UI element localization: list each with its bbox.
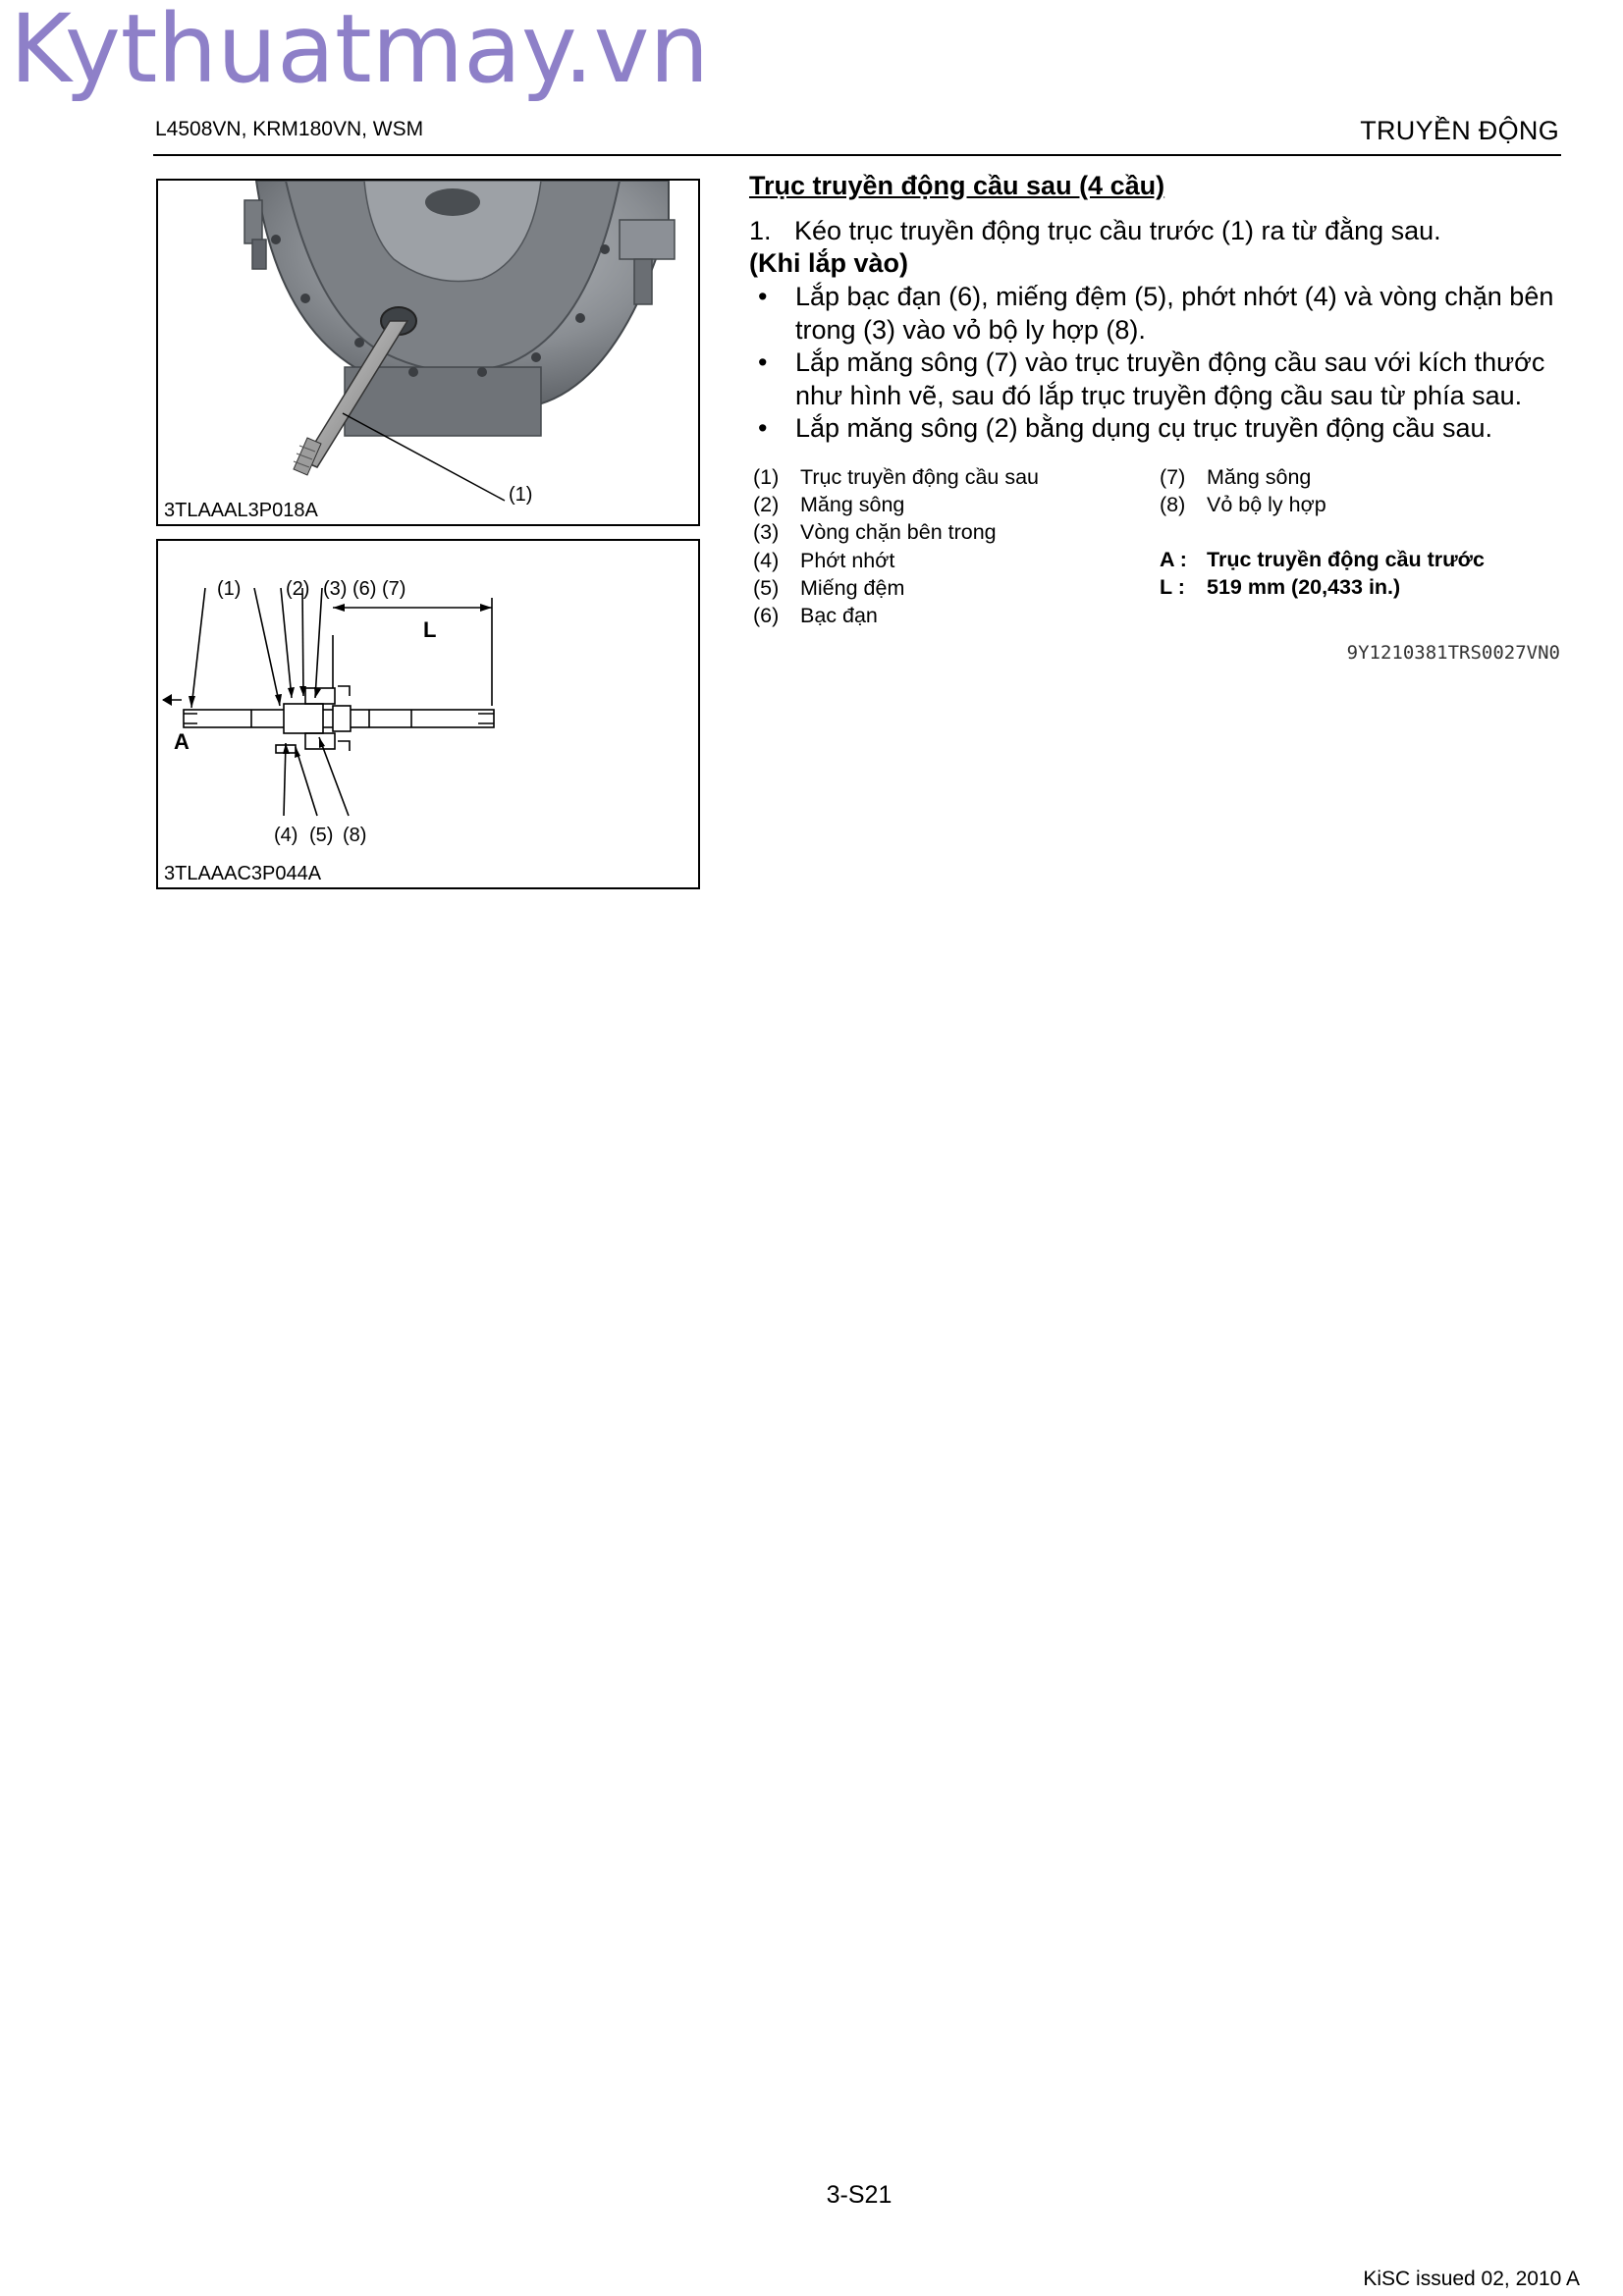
diagram-callout-1: (1) (217, 578, 242, 600)
legend-number: (4) (753, 548, 780, 572)
legend-number: (7) (1160, 465, 1186, 489)
bullet-item (758, 347, 1573, 412)
page-number: 3-S21 (826, 2181, 893, 2209)
bullet-text: Lắp măng sông (7) vào trục truyền động cầu sau với kích thước như hình vẽ, sau đó lắp trục truyền động cầu sau từ phía sau. (795, 347, 1545, 410)
legend-number: (8) (1160, 493, 1186, 517)
bullet-item (758, 281, 1573, 347)
legend-item (1160, 546, 1485, 573)
legend-item (753, 491, 1039, 518)
install-subheading: (Khi lắp vào) (749, 248, 909, 278)
legend-left (753, 463, 1039, 629)
legend-text: Trục truyền động cầu trước (1207, 548, 1485, 571)
reference-code: 9Y1210381TRS0027VN0 (1346, 642, 1560, 664)
legend-item (753, 463, 1039, 491)
photo-callout-1: (1) (509, 484, 533, 506)
legend-number: (2) (753, 493, 780, 517)
section-title: Trục truyền động cầu sau (4 cầu) (749, 171, 1165, 200)
dimension-label-l: L (423, 617, 437, 642)
diagram-callout-8: (8) (343, 825, 367, 846)
photo-figure (156, 179, 700, 526)
arrow-label-a: A (174, 729, 189, 754)
legend-text: Măng sông (800, 493, 905, 517)
legend-text: Phớt nhớt (800, 548, 895, 572)
shaft-diagram-figure (156, 539, 700, 889)
bullet-item (758, 412, 1573, 446)
photo-figure-code: 3TLAAAL3P018A (164, 500, 318, 521)
header-chapter: TRUYỀN ĐỘNG (1360, 116, 1559, 145)
legend-number: L : (1160, 575, 1185, 600)
legend-text: Bạc đạn (800, 604, 878, 628)
diagram-callout-2: (2) (286, 578, 310, 600)
diagram-callout-4: (4) (274, 825, 298, 846)
legend-item (1160, 463, 1326, 491)
bullet-text: Lắp bạc đạn (6), miếng đệm (5), phớt nhớt (4) và vòng chặn bên trong (3) vào vỏ bộ ly hợp (8). (795, 282, 1554, 345)
legend-text: 519 mm (20,433 in.) (1207, 575, 1401, 600)
legend-text: Măng sông (1207, 465, 1312, 489)
legend-dimensions (1160, 546, 1485, 601)
legend-text: Miếng đệm (800, 575, 905, 600)
bullet-marker: • (758, 347, 768, 377)
header-models: L4508VN, KRM180VN, WSM (155, 118, 424, 140)
legend-item (753, 574, 1039, 602)
site-watermark: Kythuatmay.vn (10, 0, 710, 104)
legend-item (753, 602, 1039, 629)
diagram-callout-7: (7) (382, 578, 406, 600)
diagram-callout-3: (3) (323, 578, 348, 600)
legend-item (1160, 491, 1326, 518)
header-rule (153, 154, 1561, 156)
install-bullets (758, 281, 1573, 446)
legend-item (753, 518, 1039, 546)
legend-text: Vỏ bộ ly hợp (1207, 493, 1326, 517)
legend-item (1160, 573, 1485, 601)
legend-item (753, 547, 1039, 574)
legend-number: (3) (753, 520, 780, 545)
bullet-marker: • (758, 282, 768, 311)
diagram-figure-code: 3TLAAAC3P044A (164, 863, 322, 884)
legend-number: (6) (753, 604, 780, 628)
issue-note: KiSC issued 02, 2010 A (1363, 2268, 1580, 2290)
legend-text: Trục truyền động cầu sau (800, 465, 1040, 489)
legend-number: A : (1160, 548, 1187, 571)
legend-number: (5) (753, 575, 780, 600)
step-number: 1. (749, 216, 772, 245)
legend-right (1160, 463, 1326, 518)
legend-text: Vòng chặn bên trong (800, 520, 997, 545)
bullet-text: Lắp măng sông (2) bằng dụng cụ trục truyền động cầu sau. (795, 413, 1492, 443)
legend-number: (1) (753, 465, 780, 489)
step-1 (749, 216, 1441, 246)
step-text: Kéo trục truyền động trục cầu trước (1) ra từ đằng sau. (794, 216, 1441, 245)
diagram-callout-5: (5) (309, 825, 334, 846)
clutch-housing-photo (158, 181, 698, 524)
diagram-callout-6: (6) (352, 578, 377, 600)
bullet-marker: • (758, 413, 768, 443)
